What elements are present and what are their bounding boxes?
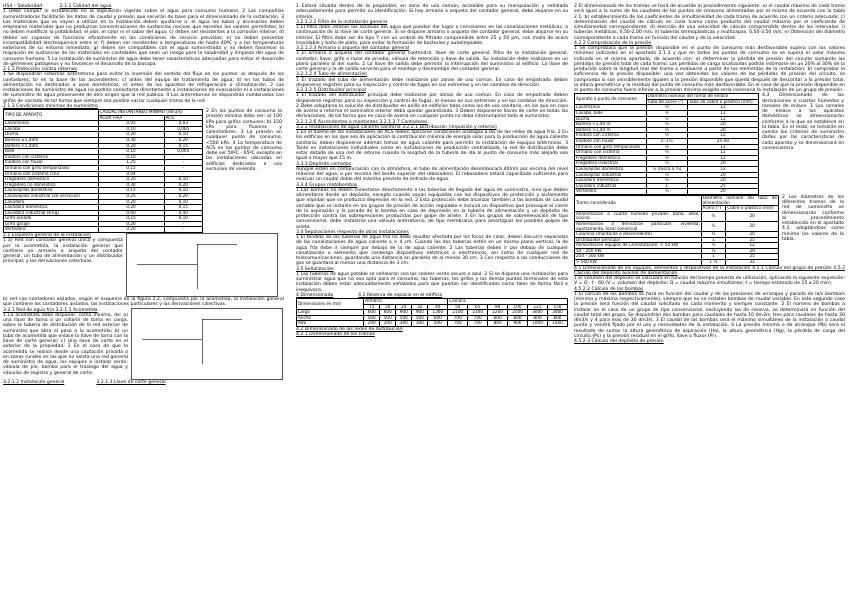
paragraph: 1 El trazado del distribuidor principal debe realizarse por zonas de uso común. En caso de empotrado deben disponerse registros para su inspección y control de fugas, al menos en sus extremos y en los cambios de dirección. 2 Debe adoptarse la solución de distribuidor en anillo en edificios tales como los de uso sanitario, en los que en caso de avería o reforma el suministro interior deba quedar garantizado. 3 Deben disponerse llaves de corte en todas las derivaciones, de tal forma que en caso de avería en cualquier punto no deba interrumpirse todo el suministro. [296, 93, 568, 120]
installation-scheme-figure [126, 233, 278, 297]
table-cell: 80 [488, 304, 508, 310]
table-cell: Lavavajillas doméstico [4, 188, 99, 194]
table-cell: ¾ [646, 122, 687, 128]
table-cell: 500 [412, 315, 428, 321]
table-header: Armario [364, 299, 448, 305]
table-cell: ¾ [701, 248, 726, 254]
table-cell: Lavadora industrial [575, 183, 647, 189]
table-supply-diameters [574, 195, 779, 266]
table-cell: 250 - 500 kW [575, 254, 702, 260]
table-cell: ½ [701, 243, 726, 249]
paragraph: 2 Los diámetros de los diferentes tramos de la red de suministro se dimensionarán conforme al procedimiento establecido en el apartado 4.2, adoptándose como mínimo los valores de la tabla. [782, 194, 844, 242]
table-header: Diámetro nominal del ramal de enlace [646, 94, 758, 100]
table-header: Cobre o plástico (mm) [726, 206, 779, 212]
table-cell: - [164, 171, 202, 177]
table-cell: 0,20 [98, 199, 164, 205]
table-cell: Grifo aislado [4, 216, 99, 222]
acometida-block [3, 308, 284, 380]
table-cell: Lavabo, bidé [575, 111, 647, 117]
table-cell: ½ [646, 144, 687, 150]
paragraph: 1 Las tuberías de agua potable se señalarán con los colores verde oscuro o azul. 2 Si se dispone una instalación para suministrar agua que no sea apta para el consumo, las tuberías, los grifos y los demás puntos terminales de esta instalación deben estar adecuadamente señalados para que puedan ser identificados como tales de forma fácil e inequívoca. [296, 271, 568, 293]
table-row [575, 189, 759, 195]
table-cell: ¾ [701, 232, 726, 238]
table-cell: 0,05 [98, 121, 164, 127]
table-row [4, 227, 203, 233]
table-cell: 900 [396, 310, 412, 316]
table-cell: 150 [547, 304, 567, 310]
table-cell: 12 [687, 116, 758, 122]
heading: 3.3.3 Depósito cerrados [296, 161, 351, 167]
table-cell: 2200 [488, 310, 508, 316]
table-cell: ½ [646, 155, 687, 161]
table-cell: 800 [547, 315, 567, 321]
table-cell: 12 [687, 166, 758, 172]
table-cell: Inodoro con fluxor [575, 139, 647, 145]
table-cell: 0,20 [98, 132, 164, 138]
table-cell: 12 [687, 105, 758, 111]
heading: 4.2.1 Dimensionado de los tramos [296, 332, 375, 338]
table-cell: 0,25 [98, 193, 164, 199]
column-right [574, 4, 845, 344]
table-cell: 25 [726, 237, 779, 243]
table-cell: 15 [364, 304, 380, 310]
table-row [575, 211, 779, 221]
table-cell: - [164, 227, 202, 233]
table-cell: 2100 [468, 310, 488, 316]
table-cell: Alimentación equipos de Climatización: < 50 kW [575, 243, 702, 249]
heading: 4.2 Dimensionado de las redes de distribución [296, 326, 403, 332]
paragraph: 4.3 Dimensionado de las derivaciones a cuartos húmedos y ramales de enlace. 1 Los ramales de enlace a los aparatos domésticos se dimensionarán conforme a lo que se establece en la tabla. En el resto, se tomarán en cuenta los criterios de suministro dados por las características de cada aparato y se dimensionará en consecuencia. [762, 93, 844, 151]
heading: 4.5 Dimensionado de los equipos, elementos y dispositivos de la instalación 4.5.1 Cálculo del grupo de presión 4.5.2 Cálculo del depósito auxiliar de alimentación [574, 265, 845, 276]
table-cell: 0,10 [164, 199, 202, 205]
table-cell: 125 [528, 304, 548, 310]
table-cell: 0,30 [98, 137, 164, 143]
table-cell: 500 [380, 315, 396, 321]
heading: 4.5.2.2 Cálculo de las bombas [574, 286, 644, 292]
table-cell: ¾ [701, 211, 726, 221]
table-cell: 800 [488, 321, 508, 327]
table-cell: 12 [687, 150, 758, 156]
table-cell: Inodoro con cisterna [4, 154, 99, 160]
table-cell: 20 [726, 221, 779, 231]
table-cell: ¾ [646, 172, 687, 178]
table-cell: 900 [412, 310, 428, 316]
paragraph: 1 La acometida debe disponer, como mínimo, de: a) una llave de toma o un collarín de toma en carga, sobre la tubería de distribución de la red exterior de suministro que abra el paso a la acometida; b) un tubo de acometida que enlace la llave de toma con la llave de corte general; c) Una llave de corte en el exterior de la propiedad. 2 En el caso de que la acometida se realice desde una captación privada o en zonas rurales en las que no exista una red general de suministro de agua, los equipos a instalar serán: válvula de pie, bomba para el trasiego del agua y válvulas de registro y general de corte. [3, 312, 128, 376]
table-cell: 20 [726, 248, 779, 254]
table-cell: 100 [508, 304, 528, 310]
table-cell: ¾ [646, 161, 687, 167]
paragraph: 1 El cálculo de las bombas se hará en función del caudal y de las presiones de arranque y parada de la/s bomba/s (mínima y máxima respectivamente), siempre que no se instalen bombas de caudal variable. En este segundo caso la presión será función del caudal solicitado en cada momento y siempre constante. 2 El número de bombas a instalar en el caso de un grupo de tipo convencional, excluyendo las de reserva, se determinará en función del caudal total del grupo. Se dispondrán dos bombas para caudales de hasta 10 dm3/s, tres para caudales de hasta 30 dm3/s y 4 para más de 30 dm3/s. 3 El caudal de las bombas será el máximo simultáneo de la instalación o caudal punta y vendrá fijado por el uso y necesidades de la instalación. 4 La presión mínima o de arranque (Pb) será el resultado de sumar la altura geométrica de aspiración (Ha), la altura geométrica (Hg), la pérdida de carga del circuito (Pc) y la presión residual en el grifo, llave o fluxor (Pr). [574, 291, 845, 339]
table-cell: 1 [701, 254, 726, 260]
paragraph: 1 El filtro debe retener los residuos del agua que puedan dar lugar a corrosiones en las canalizaciones metálicas, a continuación de la llave de corte general. Si se dispone armario o arqueta del contador general, debe alojarse en su interior. El filtro debe ser de tipo Y con un umbral de filtrado comprendido entre 25 y 50 µm, con malla de acero inoxidable y baño de plata, para evitar la formación de bacterias y autolimpiable. [296, 25, 568, 46]
table-cell: Vertedero [4, 227, 99, 233]
table-cell: 800 [488, 315, 508, 321]
paragraph: 1 Se dispondrán sistemas antirretorno para evitar la inversión del sentido del flujo en los puntos: a) después de los contadores; b) en la base de las ascendentes; c) antes del equipo de tratamiento de agua; d) en los tubos de alimentación no destinados a usos domésticos; e) antes de los aparatos de refrigeración o climatización. 2 Las instalaciones de suministro de agua no podrán conectarse directamente a instalaciones de evacuación ni a instalaciones de suministro de agua proveniente de otro origen que la red pública. 4 Los antirretornos se dispondrán combinados con grifos de vaciado de tal forma que siempre sea posible vaciar cualquier tramo de la red. [3, 72, 284, 104]
paragraph: 1 a) Red con contador general único y compuesta por la acometida, la instalación general que contiene un armario o arqueta del contador general, un tubo de alimentación y un distribuidor principal; y las derivaciones colectivas. [3, 238, 123, 265]
table-cell: 200 [380, 321, 396, 327]
heading: 2.1 Esquema general de la instalación [3, 233, 91, 239]
table-cell: Lavadora doméstica [4, 205, 99, 211]
table-block [3, 109, 284, 233]
table-cell: 1000 [528, 321, 548, 327]
table-cell: 20 [380, 304, 396, 310]
table-branch-diameters [574, 93, 759, 195]
table-block [574, 93, 845, 195]
table-cell: Bañera >1,40 m [575, 127, 647, 133]
table-cell: Distribuidor principal [575, 237, 702, 243]
table-cell: - [164, 160, 202, 166]
table-cell: 2500 [508, 310, 528, 316]
heading: 4.2.2 Comprobación de la presión [574, 40, 652, 46]
table-cell: 0,30 [98, 182, 164, 188]
table-cell: 0,10 [98, 154, 164, 160]
heading: 3.2.1.2 Instalación general [3, 379, 65, 385]
table-cell: 0,20 [98, 143, 164, 149]
table-header: Diámetro nominal del tubo de alimentación [702, 194, 777, 205]
table-cell: 1,25 [98, 160, 164, 166]
table-cell: 0,10 [164, 216, 202, 222]
table-min-flow [3, 109, 203, 233]
table-header: Tubo de acero (") [646, 99, 687, 105]
paragraph: 1 En el diseño de las instalaciones de ACS deben aplicarse condiciones análogas a las de las redes de agua fría. 2 En los edificios en los que sea de aplicación la contribución mínima de energía solar para la producción de agua caliente sanitaria, deben disponerse además tomas de agua caliente para permitir la instalación de equipos bitérmicos. 3 Tanto en instalaciones individuales como en instalaciones de producción centralizada, la red de distribución debe estar dotada de una red de retorno cuando la longitud de la tubería de ida al punto de consumo más alejado sea igual o mayor que 15 m. [296, 130, 568, 162]
table-cell: 800 [528, 315, 548, 321]
table-cell: Urinario con grifo temporizado [575, 144, 647, 150]
table-cell: Lavavajillas industrial [575, 172, 647, 178]
paragraph: 1 Debe cumplir lo establecido en la legislación vigente sobre el agua para consumo humano. 2 Las compañías suministradoras facilitarán los datos de caudal y presión que servirán de base para el dimensionado de la instalación. 3 Los materiales que se vayan a utilizar en la instalación deben ajustarse a: el agua los tubos y accesorios deben emplearse materiales que no produzcan concentraciones de sustancias nocivas que excedan los valores permitidos; b) no deben modificar la potabilidad, el olor, el color ni el sabor del agua; c) deben ser resistentes a la corrosión interior; d) deben ser capaces de funcionar eficazmente en las condiciones de servicio previstas; e) no deben presentar incompatibilidad electroquímica entre sí; f) deben ser resistentes a temperaturas de hasta 40ºC y a las temperaturas exteriores de su entorno inmediato; g) deben ser compatibles con el agua suministrada y no deben favorecer la migración de sustancias de los materiales en cantidades que sean un riesgo para la salubridad y limpieza del agua de consumo humano. 5 La instalación de suministro de agua debe tener características adecuadas para evitar el desarrollo de gérmenes patógenos y no favorecer el desarrollo de la biocapa. [3, 9, 284, 67]
heading: 3.4 Separaciones respecto de otras instalaciones [296, 229, 409, 235]
table-cell: 12 [687, 144, 758, 150]
table-cell: 200 [364, 321, 380, 327]
table-cell: 20 [687, 127, 758, 133]
table-cell: 50 [448, 304, 468, 310]
heading: 4.1 Reserva de espacio en el edificio [358, 292, 443, 298]
table-cell: 700 [468, 315, 488, 321]
table-cell: > 500 kW [575, 260, 702, 266]
table-cell: 1 ¼ [701, 260, 726, 266]
table-cell: 20 [687, 161, 758, 167]
table-cell: Alimentación a derivación particular: vivienda, apartamento, local comercial [576, 220, 700, 231]
table-cell: 300 [396, 321, 412, 327]
table-cell: Lavavajillas doméstico [575, 166, 647, 172]
column-left [3, 4, 284, 385]
table-cell: 3000 [528, 310, 548, 316]
table-cell: 3000 [547, 310, 567, 316]
table-cell: ¾ [646, 189, 687, 195]
heading: 3.2.1.2.4 Tubo de alimentación [296, 72, 368, 78]
table-header: Tramo considerado [575, 195, 702, 211]
table-cell: 1 [646, 183, 687, 189]
table-cell: Ducha [575, 116, 647, 122]
table-header: Aparato o punto de consumo [575, 94, 647, 105]
table-cell: Vertedero [575, 189, 647, 195]
table-cell: Columna (montante o descendente) [575, 232, 702, 238]
table-cell: 500 [364, 315, 380, 321]
table-cell: 0,60 [98, 210, 164, 216]
table-cell: Ancho [297, 315, 364, 321]
table-cell: Fregadero doméstico [575, 155, 647, 161]
table-cell: 0,065 [164, 126, 202, 132]
table-cell: 300 [412, 321, 428, 327]
table-cell: Lavadora doméstica [575, 178, 647, 184]
heading: 2.1.2 Protección contra retornos [3, 67, 77, 72]
table-cell: 700 [448, 321, 468, 327]
table-block [574, 195, 845, 266]
paragraph: 2 El dimensionado de los tramos se hará de acuerdo al procedimiento siguiente: a) el caudal máximo de cada tramo será igual a la suma de los caudales de los puntos de consumo alimentados por el mismo de acuerdo con la tabla 2.1; b) establecimiento de los coeficientes de simultaneidad de cada tramo de acuerdo con un criterio adecuado; c) determinación del caudal de cálculo en cada tramo como producto del caudal máximo por el coeficiente de simultaneidad correspondiente; d) elección de una velocidad de cálculo comprendida dentro de los intervalos: i) tuberías metálicas, 0,50-2,00 m/s; ii) tuberías termoplásticas y multicapas, 0,50-3,50 m/s; e) Obtención del diámetro correspondiente a cada tramo en función del caudal y de la velocidad. [574, 4, 845, 41]
table-header: ACS [164, 115, 202, 121]
table-cell: ½ [646, 116, 687, 122]
table-cell: 20 [687, 178, 758, 184]
paragraph: 1 El tendido de las tuberías de agua fría no debe resultar afectado por los focos de calor, deben discurrir separadas de las canalizaciones de agua caliente a > 4 cm. Cuando las dos tuberías estén en un mismo plano vertical, la de agua fría debe ir siempre por debajo de la de agua caliente. 2 Las tuberías deben ir por debajo de cualquier canalización o elemento que contenga dispositivos eléctricos o electrónicos, así como de cualquier red de telecomunicaciones, guardando una distancia en paralelo de al menos 30 cm. 3 Con respecto a las conducciones de gas se guardará al menos una distancia de 3 cm. [296, 235, 568, 267]
heading: 3.2.2 Instalaciones de agua caliente sanitaria 3.2.2.1 Distribución (impulsión y retorno) [296, 124, 497, 130]
heading: 3.2.1 Red de agua fría 3.2.1.1 Acometida [3, 307, 98, 313]
table-cell: Lavadora industrial (8 kg) [4, 210, 99, 216]
table-cell: 0,10 [98, 149, 164, 155]
table-cell: 600 [380, 310, 396, 316]
table-cell: Lavamanos [4, 121, 99, 127]
table-cell: 20 [726, 232, 779, 238]
table-cell: ½ [646, 111, 687, 117]
table-cell: Ducha [4, 132, 99, 138]
table-row [297, 321, 568, 327]
paragraph: 1 El volumen del depósito se calculará en función del tiempo previsto de utilización, aplicando la siguiente expresión: V = Q · t · 60 (V = volumen del depósito; Q = caudal máximo simultáneo; t = tiempo estimado de 15 a 20 min). [574, 276, 845, 287]
table-cell: 0,20 [164, 193, 202, 199]
heading: 4 Dimensionado [296, 292, 334, 298]
table-cell: Alimentación a cuarto húmedo privado: baño, aseo, cocina. [576, 210, 700, 221]
paragraph: 1 Las bombas no deben conectarse directamente a las tuberías de llegada del agua de suministro, sino que deben alimentarse desde un depósito, excepto cuando vayan equipadas con los dispositivos de protección y aislamiento que impidan que se produzca depresión en la red. 2 Esta protección debe alcanzar también a las bombas de caudal variable que se instalen en los grupos de presión de acción regulable e incluirá un dispositivo que provoque el cierre de la aspiración y la parada de la bomba en caso de depresión en la tubería de alimentación y un depósito de protección contra las sobrepresiones producidas por golpe de ariete. 3 En los grupos de sobreelevación de tipo convencional, debe instalarse una válvula antirretorno, de tipo membrana, para amortiguar los posibles golpes de ariete. [296, 187, 568, 230]
table-header: CAUDAL INSTANTÁNEO MÍNIMO (dm3/s) [98, 110, 202, 116]
table-cell: Largo [297, 310, 364, 316]
table-header: Dimensiones en mm [297, 299, 364, 310]
table-cell: ¾ [701, 221, 726, 231]
table-header: Tubo de cobre o plástico (mm) [687, 99, 758, 105]
heading: 4.5.2.3 Cálculo del depósito de presión [574, 339, 664, 345]
table-cell: Lavavajillas industrial (20 servicios) [4, 193, 99, 199]
table-cell: 0,10 [164, 132, 202, 138]
table-cell: 0,15 [98, 165, 164, 171]
table-cell: Fregadero no doméstico [4, 182, 99, 188]
table-cell: - [164, 154, 202, 160]
table-cell: Urinario con cisterna (c/u) [4, 171, 99, 177]
table-cell: Bañera <1,40m [4, 143, 99, 149]
paragraph: Aunque estén en comunicación con la atmósfera, el tubo de alimentación desembocará 40mm por encima del nivel máximo del agua, o por encima del borde superior del rebosadero. El rebosadero estará capacitado suficiente para evacuar un caudal doble del máximo previsto de entrada de agua. [296, 166, 568, 183]
table-cell: Lavadero [4, 199, 99, 205]
heading: 3.3.4 Grupos motobombas [296, 182, 358, 188]
table-cell: - [164, 165, 202, 171]
table-cell: Bañera <1,40 m [575, 122, 647, 128]
table-cell: Alto [297, 321, 364, 327]
section-code: HS4 – Salubridad [3, 4, 43, 9]
table-cell: 0,15 [98, 188, 164, 194]
table-header: Acero (") [701, 206, 726, 212]
scheme-block [3, 233, 284, 297]
heading-quality: 2.1.1 Calidad del agua [59, 4, 112, 9]
table-cell: 0,20 [98, 221, 164, 227]
paragraph: 1 El trazado del tubo de alimentación debe realizarse por zonas de uso común. En caso de empotrado deben disponerse registros para su inspección y control de fugas en sus extremos y en los cambios de dirección. [296, 77, 568, 88]
heading: 3.2.1.3 Llave de corte general [96, 379, 166, 385]
table-cell: 1300 [428, 310, 448, 316]
table-cell: 0,20 [98, 205, 164, 211]
table-cell: Bañera ≥1,40m [4, 137, 99, 143]
table-cell: 1 [701, 237, 726, 243]
table-cell: 12 [726, 243, 779, 249]
table-cell: Lavabo [4, 126, 99, 132]
table-cell: 800 [508, 315, 528, 321]
table-cell: Fregadero doméstico [4, 177, 99, 183]
table-cell: 0,20 [98, 177, 164, 183]
table-cell: 500 [396, 315, 412, 321]
table-cell: 2100 [448, 310, 468, 316]
table-cell: ¾ [646, 127, 687, 133]
table-cell: 1000 [547, 321, 567, 327]
table-cell: 0,10 [164, 177, 202, 183]
heading: 3.2.1.2.3 Armario o arqueta del contador general [296, 46, 410, 51]
table-cell: 12 [687, 133, 758, 139]
table-cell: ¾ [646, 178, 687, 184]
table-cell: Inodoro con fluxor [4, 160, 99, 166]
table-cell: Urinario con cisterna [575, 150, 647, 156]
table-header: Cámara [448, 299, 568, 305]
table-cell: 0,04 [98, 171, 164, 177]
footer-headings [3, 380, 284, 385]
table-cell: 0,10 [98, 126, 164, 132]
table-cell: ½ [646, 133, 687, 139]
table-cell: 65 [468, 304, 488, 310]
table-cell: 20 [687, 172, 758, 178]
table-cell: Inodoro con cisterna [575, 133, 647, 139]
table-cell: 900 [508, 321, 528, 327]
heading: 3.5 Señalización [296, 266, 334, 272]
table-cell: Bidé [4, 149, 99, 155]
table-cell: 25 [726, 254, 779, 260]
heading: 3.2.1.2.2 Filtro de la instalación general [296, 19, 388, 25]
table-cell: 0,15 [98, 216, 164, 222]
table-cell: 0,15 [164, 205, 202, 211]
table-row [575, 221, 779, 231]
table-space-reserve [296, 298, 568, 327]
table-header: AGUA FRÍA [98, 115, 164, 121]
table-cell: 600 [364, 310, 380, 316]
table-cell: 32 [412, 304, 428, 310]
paragraph: b) red con contadores aislados, según el esquema de la figura 2.2, compuesta por la acometida, la instalación general que contiene los contadores aislados, las instalaciones particulares y las derivaciones colectivas. [3, 297, 284, 308]
table-cell: 1- 1½ [646, 139, 687, 145]
table-cell: 25-40 [687, 139, 758, 145]
table-cell: 600 [428, 315, 448, 321]
paragraph: 1 Se comprobará que la presión disponible en el punto de consumo más desfavorable supera con los valores mínimos indicados en el apartado 2.1.3 y que en todos los puntos de consumo no se supera el valor máximo indicado en el mismo apartado, de acuerdo con: a) determinar la pérdida de presión del circuito sumando las pérdidas de presión total de cada tramo. Las pérdidas de carga localizadas podrán estimarse en un 20% al 30% de la producida sobre la longitud real del tramo o evaluarse a partir de los elementos de la instalación; b) comprobar la suficiencia de la presión disponible: una vez obtenidos los valores de las pérdidas de presión del circuito, se comprueba si son sensiblemente iguales a la presión disponible que queda después de descontar a la presión total, la altura geométrica y la residual del punto de consumo más desfavorable. En el caso de que la presión disponible en el punto de consumo fuera inferior a la presión mínima exigida sería necesaria la instalación de un grupo de presión. [574, 46, 846, 93]
table-cell: Lavamanos [575, 105, 647, 111]
table-cell: ½ [646, 150, 687, 156]
table-cell: 12 [687, 155, 758, 161]
table-cell: ½ [646, 105, 687, 111]
table-cell: 0,03 [164, 121, 202, 127]
table-cell: Urinario con grifo temporizado [4, 165, 99, 171]
table-cell: 700 [468, 321, 488, 327]
column-middle [296, 4, 568, 337]
table-cell: 500 [428, 321, 448, 327]
table-cell: 0,20 [164, 137, 202, 143]
table-cell: 0,20 [164, 182, 202, 188]
table-cell: 20 [726, 211, 779, 221]
table-cell: 0,40 [164, 210, 202, 216]
table-cell: 32 [726, 260, 779, 266]
table-cell: Fregadero industrial [575, 161, 647, 167]
paragraph: 1 El armario o arqueta del contador general contendrá: llave de corte general, filtro de la instalación general, contador, llave, grifo o racor de prueba, válvula de retención y llave de salida. Su instalación debe realizarse en un plano paralelo al del suelo. 2 La llave de salida debe permitir la interrupción del suministro al edificio. La llave de corte general y la de salida servirán para el montaje y desmontaje del contador general. [296, 51, 568, 72]
table-cell: 25 [687, 183, 758, 189]
table-cell: 0,10 [164, 188, 202, 194]
table-cell: 40 [428, 304, 448, 310]
paragraph: 2 En los puntos de consumo la presión mínima debe ser: a) 100 kPa para grifos comunes; b) 150 kPa para fluxores y calentadores. 3 La presión en cualquier punto de consumo, <500 kPa. 4 La temperatura de ACS en los puntos de consumo debe ser 50ºC - 65ºC excepto en las instalaciones ubicadas en edificios dedicados a uso exclusivo de vivienda. [206, 109, 282, 172]
table-row [575, 260, 779, 266]
table-cell: 12 [687, 111, 758, 117]
table-cell: 25 [396, 304, 412, 310]
table-cell: ½ (rosca a ¾) [646, 166, 687, 172]
table-cell: 0,20 [98, 227, 164, 233]
acometida-figure [131, 308, 283, 380]
paragraph: 1 Estará situada dentro de la propiedad, en zona de uso común, accesible para su manipulación y señalada adecuadamente para permitir su identificación. Si hay armario o arqueta del contador general, debe alojarse en su interior. [296, 4, 568, 20]
table-header: TIPO DE APARATO [4, 110, 99, 121]
table-cell: 20 [687, 189, 758, 195]
table-cell: 50 - 250 kW [575, 248, 702, 254]
table-cell: 20 [687, 122, 758, 128]
table-cell: 700 [448, 315, 468, 321]
table-cell: 0,065 [164, 149, 202, 155]
heading: 2.1.3 Condiciones mínimas de suministro [3, 103, 98, 109]
heading: 3.2.1.2.5 Distribuidor principal [296, 88, 367, 93]
table-cell: Grifo garaje [4, 221, 99, 227]
table-cell: - [164, 221, 202, 227]
heading: 3.2.1.2.6 Ascendentes o montantes 3.2.1.2.7 Contadores [296, 119, 428, 125]
table-cell: 0,15 [164, 143, 202, 149]
